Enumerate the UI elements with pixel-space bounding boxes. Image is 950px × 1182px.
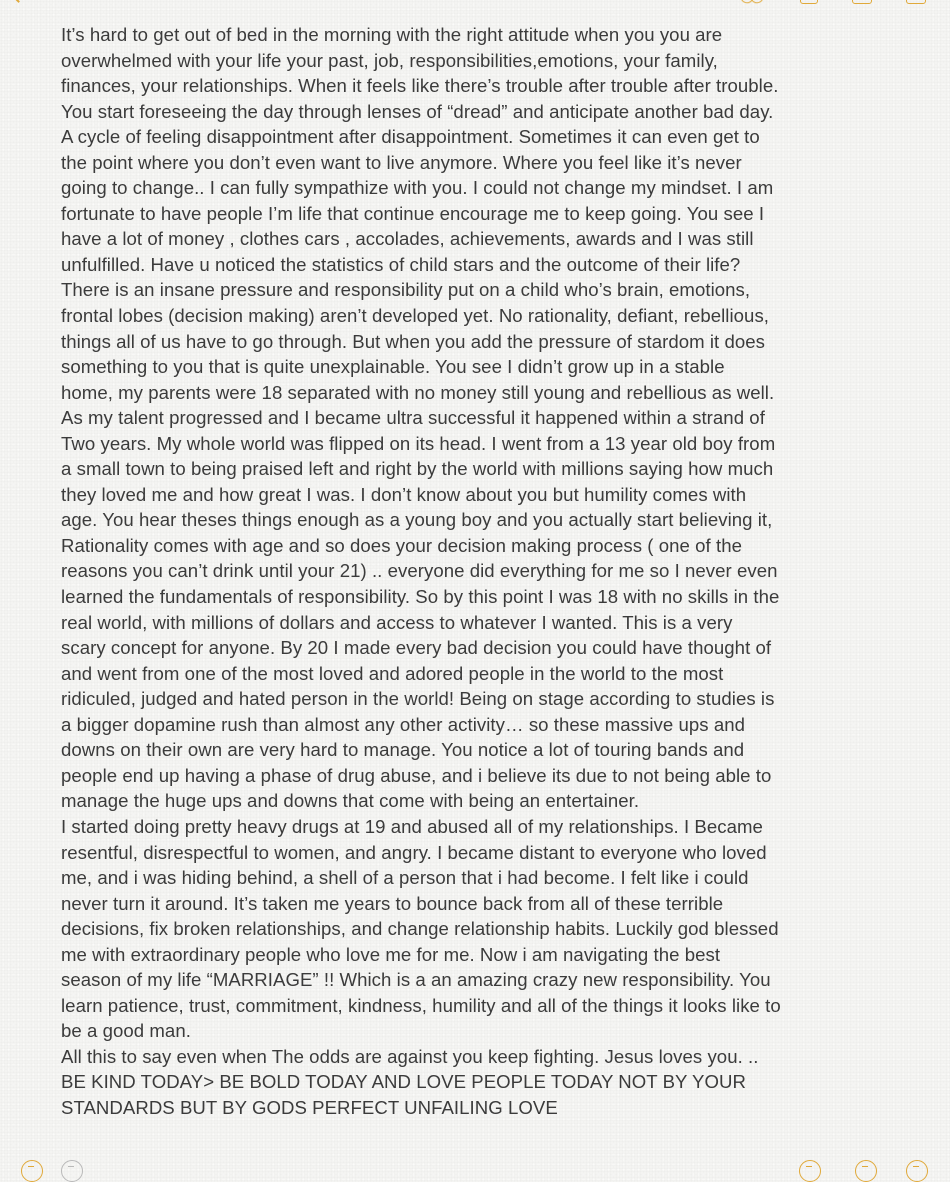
redo-icon[interactable] <box>61 1160 83 1182</box>
camera-icon[interactable] <box>855 1160 877 1182</box>
note-paragraph-3: All this to say even when The odds are against you keep fighting. Jesus loves you. .. BE KIND TODAY> BE BOLD TODAY AND LOVE PEOPLE TODAY NOT BY YOUR STANDARDS BUT BY GODS PERFECT UNFAILING LOVE <box>61 1045 759 1118</box>
undo-icon[interactable] <box>21 1160 43 1182</box>
checklist-icon[interactable] <box>799 1160 821 1182</box>
note-paragraph-1: It’s hard to get out of bed in the morning with the right attitude when you you are overwhelmed with your life your past, job, responsibilities,emotions, your family, finances, your relationships. When it feels like there’s trouble after trouble after trouble. You start foreseeing the day through lenses of “dread” and anticipate another bad day. A cycle of feeling disappointment after disappointment. Sometimes it can even get to the point where you don’t even want to live anymore. Where you feel like it’s never going to change.. I can fully sympathize with you. I could not change my mindset. I am fortunate to have people I’m life that continue encourage me to keep going. You see I have a lot of money , clothes cars , accolades, achievements, awards and I was still unfulfilled. Have u noticed the statistics of child stars and the outcome of their life? There is an insane pressure and responsibility put on a child who’s brain, emotions, frontal lobes (decision making) aren’t developed yet. No rationality, defiant, rebellious, things all of us have to go through. But when you add the pressure of stardom it does something to you that is quite unexplainable. You see I didn’t grow up in a stable home, my parents were 18 separated with no money still young and rebellious as well. As my talent progressed and I became ultra successful it happened within a strand of Two years. My whole world was flipped on its head. I went from a 13 year old boy from a small town to being praised left and right by the world with millions saying how much they loved me and how great I was. I don’t know about you but humility comes with age. You hear theses things enough as a young boy and you actually start believing it, Rationality comes with age and so does your decision making process ( one of the reasons you can’t drink until your 21) .. everyone did everything for me so I never even learned the fundamentals of responsibility. So by this point I was 18 with no skills in the real world, with millions of dollars and access to whatever I wanted. This is a very scary concept for anyone. By 20 I made every bad decision you could have thought of and went from one of the most loved and adored people in the world to the most ridiculed, judged and hated person in the world! Being on stage according to studies is a bigger dopamine rush than almost any other activity… so these massive ups and downs on their own are very hard to manage. You notice a lot of touring bands and people end up having a phase of drug abuse, and i believe its due to not being able to manage the huge ups and downs that come with being an entertainer. <box>61 24 780 812</box>
more-icon[interactable] <box>906 0 926 4</box>
share-icon[interactable] <box>800 0 818 4</box>
note-body[interactable] <box>61 22 781 1121</box>
bottom-toolbar <box>0 1156 950 1170</box>
markup-pen-icon[interactable] <box>906 1160 928 1182</box>
compose-icon[interactable] <box>852 0 872 4</box>
collaborators-icon[interactable] <box>738 0 766 4</box>
back-chevron-icon[interactable] <box>10 0 22 4</box>
top-toolbar <box>0 0 950 6</box>
note-paragraph-2: I started doing pretty heavy drugs at 19 and abused all of my relationships. I Became resentful, disrespectful to women, and angry. I became distant to everyone who loved me, and i was hiding behind, a shell of a person that i had become. I felt like i could never turn it around. It’s taken me years to bounce back from all of these terrible decisions, fix broken relationships, and change relationship habits. Luckily god blessed me with extraordinary people who love me for me. Now i am navigating the best season of my life “MARRIAGE” !! Which is a an amazing crazy new responsibility. You learn patience, trust, commitment, kindness, humility and all of the things it looks like to be a good man. <box>61 815 781 1042</box>
